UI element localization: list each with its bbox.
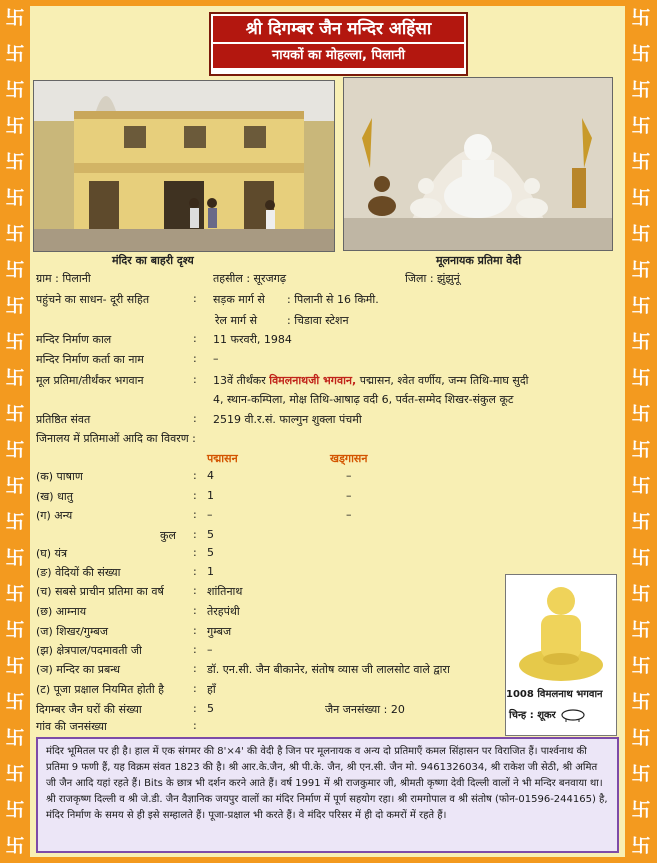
amnaya-label: (छ) आम्नाय: [36, 605, 87, 618]
kshetrapal-label: (झ) क्षेत्रपाल/पदमावती जी: [36, 644, 142, 657]
manage-value: डॉ. एन.सी. जैन बीकानेर, संतोष व्यास जी लालसोट वाले द्वारा: [207, 663, 450, 676]
swastika-icon: 卐: [631, 295, 651, 317]
consecrated-label: प्रतिष्ठित संवत: [36, 413, 91, 426]
colon: :: [193, 546, 197, 559]
total-label: कुल: [160, 529, 176, 542]
yantra-value: 5: [207, 546, 214, 559]
other-khadgasan: –: [346, 508, 352, 521]
colon: :: [193, 719, 197, 732]
built-value: 11 फरवरी, 1984: [213, 333, 292, 346]
left-border: [0, 0, 30, 863]
builder-value: –: [213, 352, 219, 365]
swastika-icon: 卐: [5, 295, 25, 317]
rail-label: रेल मार्ग से: [215, 314, 258, 327]
swastika-icon: 卐: [631, 79, 651, 101]
swastika-icon: 卐: [5, 403, 25, 425]
district: जिला : झुंझुनूं: [405, 272, 460, 285]
swastika-icon: 卐: [5, 763, 25, 785]
colon: :: [193, 292, 197, 305]
colon: :: [193, 412, 197, 425]
swastika-icon: 卐: [5, 691, 25, 713]
swastika-icon: 卐: [631, 187, 651, 209]
colon: :: [193, 352, 197, 365]
road-value: : पिलानी से 16 किमी.: [287, 293, 379, 306]
swastika-icon: 卐: [5, 835, 25, 857]
idol-photo-caption: मूलनायक प्रतिमा वेदी: [436, 254, 522, 267]
metal-khadgasan: –: [346, 489, 352, 502]
colon: :: [193, 643, 197, 656]
vedi-label: (ङ) वेदियों की संख्या: [36, 566, 121, 579]
swastika-icon: 卐: [631, 115, 651, 137]
swastika-icon: 卐: [5, 583, 25, 605]
oldest-value: शांतिनाथ: [207, 585, 243, 598]
page-subtitle: नायकों का मोहल्ला, पिलानी: [213, 44, 464, 68]
main-idol-post: पद्मासन, श्वेत वर्णीय, जन्म तिथि-माघ सुदी: [359, 374, 529, 387]
title-box: [209, 12, 468, 76]
stone-label: (क) पाषाण: [36, 470, 83, 483]
bhagwan-symbol-label: चिन्ह : शूकर: [509, 710, 556, 721]
colon: :: [193, 624, 197, 637]
stone-padmasan: 4: [207, 469, 214, 482]
swastika-icon: 卐: [631, 475, 651, 497]
swastika-icon: 卐: [5, 223, 25, 245]
colon: :: [193, 565, 197, 578]
shikhar-value: गुम्बज: [207, 625, 232, 638]
bottom-border: [30, 857, 625, 863]
bhagwan-symbol: [509, 707, 587, 722]
swastika-icon: 卐: [631, 583, 651, 605]
puja-value: हाँ: [207, 683, 216, 696]
consecrated-value: 2519 वी.र.सं. फाल्गुन शुक्ला पंचमी: [213, 413, 362, 426]
idols-heading: जिनालय में प्रतिमाओं आदि का विवरण :: [36, 432, 196, 445]
swastika-icon: 卐: [631, 655, 651, 677]
swastika-icon: 卐: [631, 619, 651, 641]
rail-value: : चिडावा स्टेशन: [287, 314, 349, 327]
other-padmasan: –: [207, 508, 213, 521]
main-idol-pre: 13वें तीर्थंकर: [213, 374, 266, 387]
swastika-icon: 卐: [631, 439, 651, 461]
colon: :: [193, 332, 197, 345]
swastika-icon: 卐: [631, 547, 651, 569]
colon: :: [193, 682, 197, 695]
tehsil: तहसील : सूरजगढ़: [213, 272, 287, 285]
swastika-icon: 卐: [631, 367, 651, 389]
swastika-icon: 卐: [5, 439, 25, 461]
vedi-value: 1: [207, 565, 214, 578]
swastika-icon: 卐: [5, 367, 25, 389]
colon: :: [193, 469, 197, 482]
amnaya-value: तेरहपंथी: [207, 605, 240, 618]
houses-value: 5: [207, 702, 214, 715]
swastika-icon: 卐: [631, 763, 651, 785]
swastika-icon: 卐: [5, 151, 25, 173]
puja-label: (ट) पूजा प्रक्षाल नियमित होती है: [36, 683, 165, 696]
swastika-icon: 卐: [5, 7, 25, 29]
right-border: [625, 0, 657, 863]
idol-illustration: [344, 78, 612, 250]
builder-label: मन्दिर निर्माण कर्ता का नाम: [36, 353, 144, 366]
swastika-icon: 卐: [5, 655, 25, 677]
built-label: मन्दिर निर्माण काल: [36, 333, 112, 346]
colon: :: [193, 508, 197, 521]
colon: :: [193, 584, 197, 597]
description-box: [36, 737, 619, 853]
colon: :: [193, 604, 197, 617]
village: ग्राम : पिलानी: [36, 272, 91, 285]
colon: :: [193, 373, 197, 386]
colon: :: [193, 528, 197, 541]
metal-label: (ख) धातु: [36, 490, 73, 503]
swastika-icon: 卐: [631, 835, 651, 857]
swastika-icon: 卐: [5, 547, 25, 569]
swastika-icon: 卐: [5, 511, 25, 533]
idol-altar-photo: [343, 77, 613, 251]
swastika-icon: 卐: [631, 43, 651, 65]
bhagwan-caption: 1008 विमलनाथ भगवान: [506, 689, 603, 700]
main-idol-line-2: 4, स्थान-कम्पिला, मोक्ष तिथि-आषाढ़ वदी 6, पर्वत-सम्मेद शिखर-संकुल कूट: [213, 393, 514, 406]
other-label: (ग) अन्य: [36, 509, 73, 522]
temple-illustration: [34, 81, 334, 251]
reach-label: पहुंचने का साधन- दूरी सहित: [36, 293, 150, 306]
swastika-icon: 卐: [631, 331, 651, 353]
swastika-icon: 卐: [631, 511, 651, 533]
colon: :: [193, 662, 197, 675]
colon: :: [193, 702, 197, 715]
swastika-icon: 卐: [5, 727, 25, 749]
metal-padmasan: 1: [207, 489, 214, 502]
col-padmasan: पद्मासन: [207, 452, 238, 465]
temple-photo-caption: मंदिर का बाहरी दृश्य: [112, 254, 194, 267]
swastika-icon: 卐: [631, 799, 651, 821]
swastika-icon: 卐: [5, 79, 25, 101]
stone-khadgasan: –: [346, 469, 352, 482]
temple-exterior-photo: [33, 80, 335, 252]
swastika-icon: 卐: [631, 151, 651, 173]
houses-label: दिगम्बर जैन घरों की संख्या: [36, 703, 142, 716]
swastika-icon: 卐: [5, 619, 25, 641]
road-label: सड़क मार्ग से: [213, 293, 265, 306]
swastika-icon: 卐: [631, 223, 651, 245]
kshetrapal-value: –: [207, 643, 213, 656]
shikhar-label: (ज) शिखर/गुम्बज: [36, 625, 108, 638]
colon: :: [193, 489, 197, 502]
main-idol-label: मूल प्रतिमा/तीर्थंकर भगवान: [36, 374, 144, 387]
bhagwan-figure: [506, 575, 616, 685]
boar-icon: [559, 710, 587, 721]
swastika-icon: 卐: [5, 187, 25, 209]
oldest-label: (च) सबसे प्राचीन प्रतिमा का वर्ष: [36, 585, 164, 598]
swastika-icon: 卐: [5, 115, 25, 137]
swastika-icon: 卐: [631, 403, 651, 425]
swastika-icon: 卐: [631, 727, 651, 749]
yantra-label: (घ) यंत्र: [36, 547, 68, 560]
swastika-icon: 卐: [5, 799, 25, 821]
top-border: [30, 0, 625, 6]
swastika-icon: 卐: [631, 259, 651, 281]
main-idol-line-1: [213, 373, 529, 388]
swastika-icon: 卐: [5, 259, 25, 281]
manage-label: (ञ) मन्दिर का प्रबन्ध: [36, 663, 121, 676]
main-idol-name: विमलनाथजी भगवान,: [269, 374, 357, 387]
swastika-icon: 卐: [631, 7, 651, 29]
description-text: मंदिर भूमितल पर ही है। हाल में एक संगमर की 8'×4' की वेदी है जिन पर मूलनायक व अन्य दो प्रतिमाएँ कमल सिंहासन पर विराजित हैं। पार्श्वनाथ की प्रतिमा 9 फणी हैं, यह विक्रम संवत 1823 की है। श्री आर.के.जैन, श्री पी.के. जैन, श्री एन.सी. जैन मो. 9461326034, श्री राकेश जी सेठी, श्री अमित जी जैन आदि यहां रहते हैं। Bits के छात्र भी दर्शन करने आते हैं। वर्ष 1991 में श्री राजकुमार जी, श्रीमती कृष्णा देवी दिल्ली वालों ने भी मन्दिर बनवाया था। श्री राजकृष्ण दिल्ली व श्री जे.डी. जैन वैज्ञानिक जयपुर वालों का मंदिर निर्माण में पूर्ण सहयोग रहा। श्री रामगोपाल व श्री संतोष (फोन-01596-244165) है, मंदिर निर्माण के समय से ही इसे सम्हालते हैं। पूजा-प्रक्षाल भी करते हैं। वे मंदिर परिसर में ही दो कमरों में रहते हैं।: [46, 746, 608, 821]
swastika-icon: 卐: [631, 691, 651, 713]
population: जैन जनसंख्या : 20: [325, 703, 405, 716]
swastika-icon: 卐: [5, 331, 25, 353]
total-value: 5: [207, 528, 214, 541]
swastika-icon: 卐: [5, 43, 25, 65]
page-title: श्री दिगम्बर जैन मन्दिर अहिंसा: [213, 16, 464, 42]
village-pop-label: गांव की जनसंख्या: [36, 720, 107, 733]
col-khadgasan: खड्गासन: [330, 452, 368, 465]
swastika-icon: 卐: [5, 475, 25, 497]
